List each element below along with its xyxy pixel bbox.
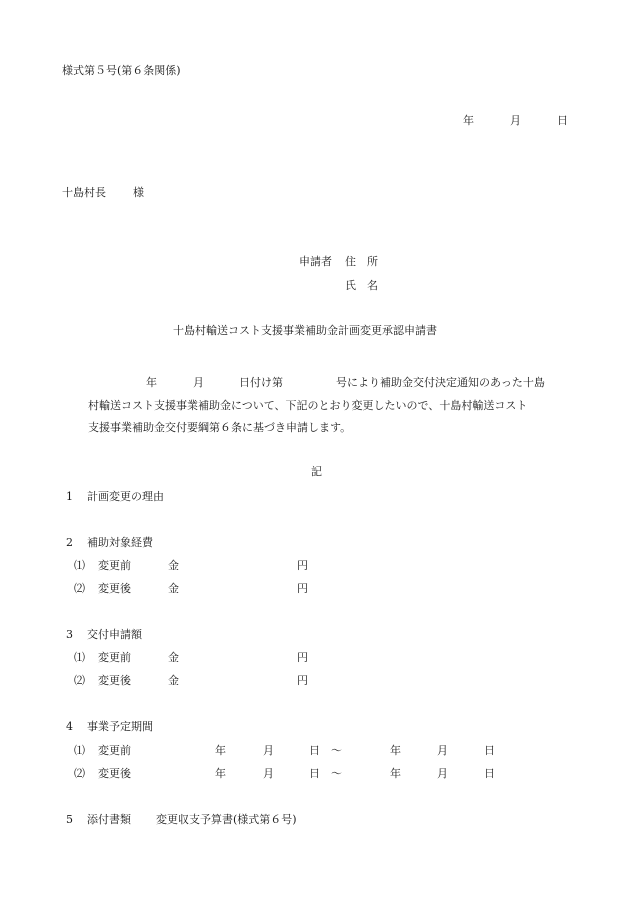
date-day-label: 日 (557, 114, 568, 127)
section-4-row-1-end-month: 月 (437, 744, 448, 757)
section-2-row-2-yen: 円 (297, 582, 308, 595)
body-line1-rest: 号により補助金交付決定通知のあった十島 (336, 376, 545, 389)
date-month-label: 月 (510, 114, 521, 127)
section-4-row-1-end-day: 日 (484, 744, 495, 757)
section-4-row-2-index: ⑵ (74, 767, 85, 780)
section-4-row-2-label: 変更後 (98, 767, 131, 780)
section-5-title: 添付書類 (87, 813, 131, 826)
section-3-row-1-yen: 円 (297, 651, 308, 664)
section-4-row-2-end-day: 日 (484, 767, 495, 780)
body-year: 年 (146, 376, 157, 389)
document-title: 十島村輸送コスト支援事業補助金計画変更承認申請書 (173, 324, 437, 337)
section-3-number: 3 (66, 628, 73, 641)
section-4-row-2-tilde: ～ (331, 767, 342, 780)
section-2-title: 補助対象経費 (87, 536, 153, 549)
body-line-2: 村輸送コスト支援事業補助金について、下記のとおり変更したいので、十島村輸送コスト (88, 398, 528, 412)
section-2-row-1-index: ⑴ (74, 559, 85, 572)
body-month: 月 (193, 376, 204, 389)
body-line-3: 支援事業補助金交付要綱第６条に基づき申請します。 (88, 421, 352, 434)
section-4-row-1-end-year: 年 (390, 744, 401, 757)
section-2-row-1-yen: 円 (297, 559, 308, 572)
section-4-number: 4 (66, 720, 73, 733)
section-1-title: 計画変更の理由 (87, 490, 164, 503)
applicant-address-label: 住 所 (345, 255, 378, 268)
section-3-row-2-index: ⑵ (74, 674, 85, 687)
section-3-row-1-label: 変更前 (98, 651, 131, 664)
section-5-content: 変更収支予算書(様式第６号) (156, 813, 297, 826)
applicant-name-label: 氏 名 (345, 279, 378, 292)
section-4-title: 事業予定期間 (87, 720, 153, 733)
date-year-label: 年 (463, 114, 474, 127)
section-4-row-2-end-year: 年 (390, 767, 401, 780)
body-line-1 (88, 372, 578, 395)
section-4-row-2-start-day: 日 (309, 767, 320, 780)
section-4-row-1-label: 変更前 (98, 744, 131, 757)
body-dated-no: 日付け第 (239, 376, 283, 389)
section-4-row-2-start-month: 月 (263, 767, 274, 780)
ki-heading: 記 (311, 465, 322, 478)
section-2-number: 2 (66, 536, 73, 549)
section-4-row-1-start-year: 年 (215, 744, 226, 757)
section-2-row-2-kin: 金 (168, 582, 179, 595)
section-3-row-1-index: ⑴ (74, 651, 85, 664)
form-number: 様式第５号(第６条関係) (62, 64, 181, 77)
section-3-row-2-yen: 円 (297, 674, 308, 687)
section-2-row-2-index: ⑵ (74, 582, 85, 595)
addressee-name: 十島村長 (62, 186, 106, 199)
section-2-row-1-label: 変更前 (98, 559, 131, 572)
addressee-honorific: 様 (133, 186, 144, 199)
section-3-row-2-kin: 金 (168, 674, 179, 687)
section-1-number: 1 (66, 490, 73, 503)
section-3-row-2-label: 変更後 (98, 674, 131, 687)
section-3-title: 交付申請額 (87, 628, 142, 641)
section-4-row-1-tilde: ～ (331, 744, 342, 757)
section-3-row-1-kin: 金 (168, 651, 179, 664)
section-4-row-1-start-month: 月 (263, 744, 274, 757)
applicant-label: 申請者 (299, 255, 332, 268)
section-2-row-2-label: 変更後 (98, 582, 131, 595)
section-4-row-2-start-year: 年 (215, 767, 226, 780)
body-paragraph (88, 372, 578, 440)
section-2-row-1-kin: 金 (168, 559, 179, 572)
section-5-number: 5 (66, 813, 73, 826)
section-4-row-2-end-month: 月 (437, 767, 448, 780)
section-4-row-1-start-day: 日 (309, 744, 320, 757)
section-4-row-1-index: ⑴ (74, 744, 85, 757)
